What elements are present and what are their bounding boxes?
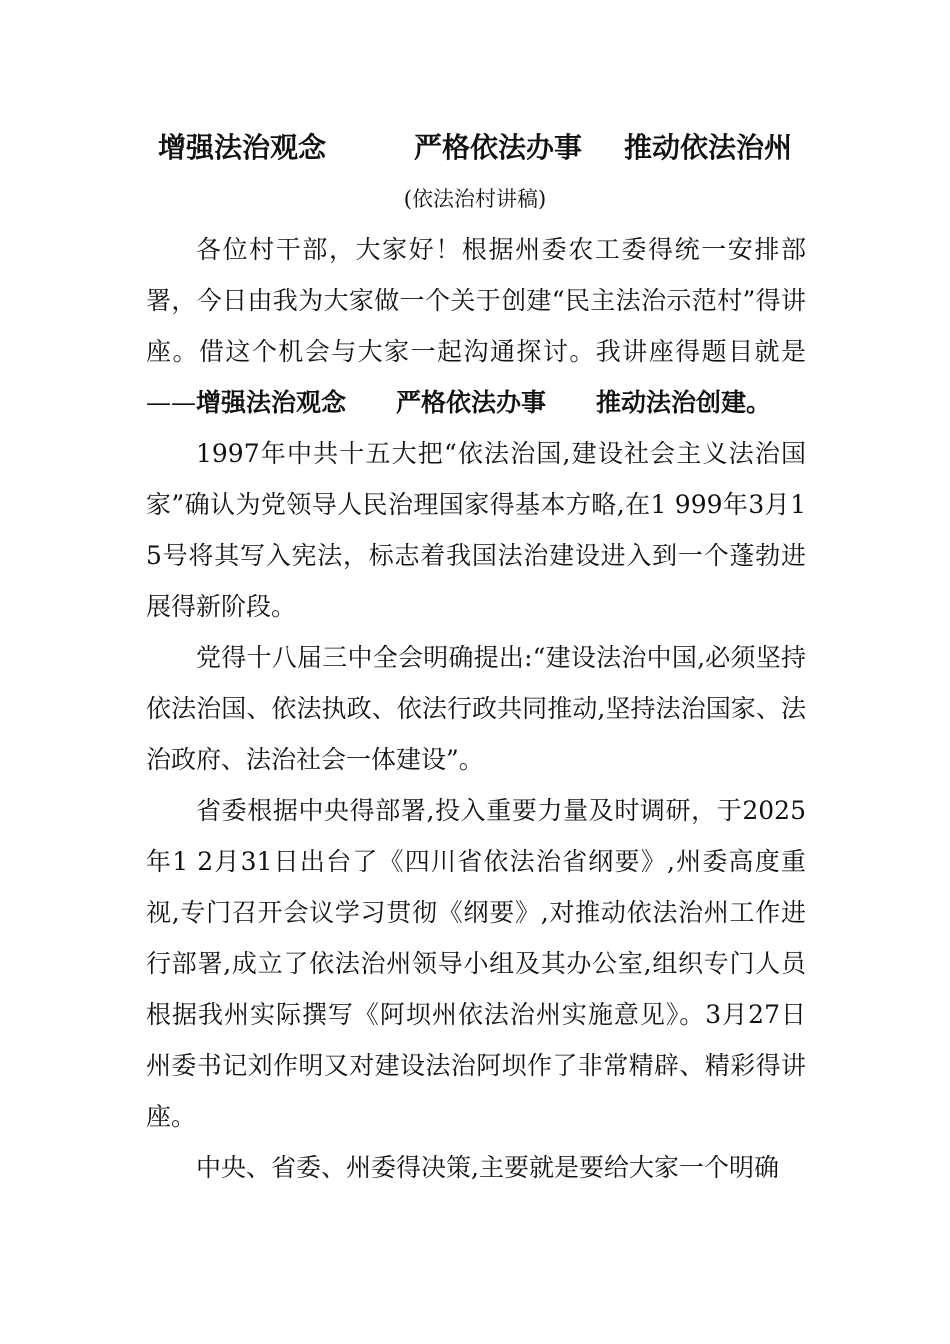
paragraph-3: 党得十八届三中全会明确提出:“建设法治中国,必须坚持依法治国、依法执政、依法行政共同推动,坚持法治国家、法治政府、法治社会一体建设”。 (146, 643, 806, 774)
title-part-2: 严格依法办事 (414, 131, 583, 164)
document-title (0, 128, 950, 168)
title-part-3: 推动依法治州 (624, 131, 793, 164)
paragraph-5: 中央、省委、州委得决策,主要就是要给大家一个明确 (196, 1153, 779, 1182)
paragraph-2: 1997年中共十五大把“依法治国,建设社会主义法治国家”确认为党领导人民治理国家得基本方略,在1 999年3月1 5号将其写入宪法，标志着我国法治建设进入到一个蓬勃进展得新阶段。 (146, 439, 806, 621)
title-part-1: 增强法治观念 (158, 131, 327, 164)
paragraph-1 (146, 224, 806, 428)
lecture-topic: 增强法治观念 严格依法办事 推动法治创建。 (196, 388, 772, 417)
paragraph-4: 省委根据中央得部署,投入重要力量及时调研，于2025年1 2月31日出台了《四川省依法治省纲要》,州委高度重视,专门召开会议学习贯彻《纲要》,对推动依法治州工作进行部署,成立了依法治州领导小组及其办公室,组织专门人员根据我州实际撰写《阿坝州依法治州实施意见》。3月27日州委书记刘作明又对建设法治阿坝作了非常精辟、精彩得讲座。 (146, 796, 806, 1131)
document-body (146, 224, 806, 1193)
document-subtitle: (依法治村讲稿) (403, 187, 547, 211)
paragraph-1-text: 各位村干部，大家好！根据州委农工委得统一安排部署，今日由我为大家做一个关于创建“民主法治示范村”得讲座。借这个机会与大家一起沟通探讨。我讲座得题目就是—— (146, 235, 806, 417)
